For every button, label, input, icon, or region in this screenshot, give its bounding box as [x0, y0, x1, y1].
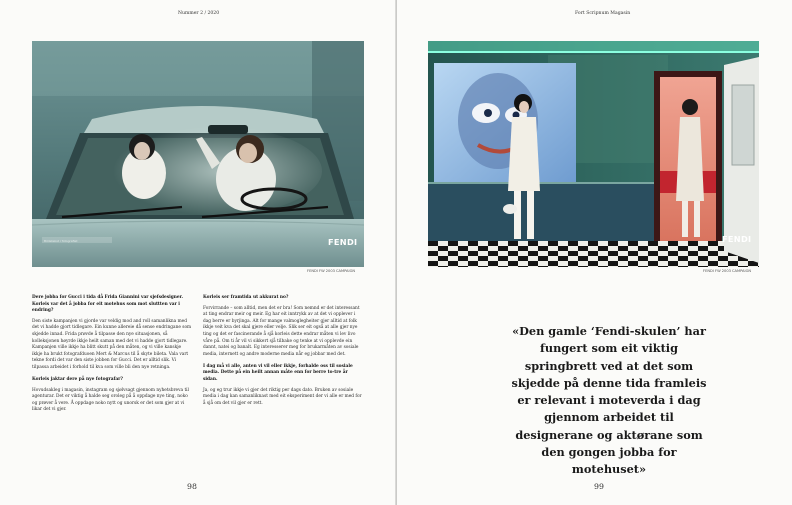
running-head-left: Nummer 2 / 2020 — [178, 11, 220, 16]
photo-credit-right: FENDI FW 2003 CAMPAIGN — [703, 269, 752, 273]
photo-inset-caption: Bildetekst i fotografiet — [44, 239, 78, 243]
left-campaign-photo — [32, 41, 364, 267]
interview-answer: Hovudsakleg i magasin, instagram og sjølvsagt gjennom nyhetsbreva til agenturar. Det er viktig å halde seg oroleg på å oppdage nye ting, noko og prøver å vere. Å oppdage noko nytt og unorsk er det som gjer at vi likar det vi gjer. — [32, 387, 189, 413]
room-scene-illustration — [428, 41, 759, 267]
interview-column-1 — [32, 295, 192, 420]
interview-column-2 — [203, 295, 363, 413]
interview-answer: Forvirrande – som alltid, men det er bra! Som nemnd er det interessant at ting endrar meir og meir. Eg har eit inntrykk av at det vi opplever i dag berre er byrjinga. Alt for mange valmoglegheiter gjer alltid at folk ikkje veit kva det skal gjere eller velje. Slik ser eit også at alle gjer nye ting og det er fascinerande å sjå korleis dette endrar måten vi lev livo våre på. Om ti år vil vi sikkert sjå tilbake og tenke at vi opplevde ein dannt, natei og banalt. Eg interesserer meg for brukarmåten av sosiale media, internett og andre moderne media når eg jobbar med det. — [203, 305, 360, 357]
fendi-logo-left: FENDI — [328, 237, 358, 247]
interview-question: Dere jobba for Gucci i tida då Frida Giannini var sjefsdesigner. Korleis var det å jobba for eit motehus som mot sluttten var i endring? — [32, 295, 184, 314]
fendi-logo-right: FENDI — [722, 234, 752, 244]
running-head-right: Fort Scripnum Magasin — [575, 11, 631, 16]
photo-credit-left: FENDI FW 2003 CAMPAIGN — [307, 269, 356, 273]
right-campaign-photo — [428, 41, 759, 267]
right-page — [397, 0, 792, 505]
interview-question: Korleis jaktar dere på nye fotografar? — [32, 377, 123, 383]
pull-quote: «Den gamle ‘Fendi-skulen’ har fungert som eit viktig springbrett ved at det som skjedde på denne tida framleis er relevant i moteverda i dag gjennom arbeidet til designerane og aktørane som den gongen jobba for motehuset» — [511, 324, 707, 477]
page-number-left: 98 — [187, 482, 197, 491]
car-scene-illustration — [32, 41, 364, 267]
interview-answer: Ja, og eg trur ikkje vi gjer det riktig per dags dato. Bruken av sosiale media i dag kan samanliknast med eit eksperiment der vi alle er med for å sjå om det vil gjer er rett. — [203, 387, 362, 406]
interview-answer: Den siste kampanjen vi gjorde var veldig mod and roll samanlikna med det vi hadde gjort tidlegare. Ein kunne allereie då sense endringane som skjedde innad. Frida prøvde å tilpasse den nye situasjonen, så kolleksjonen høyrde ikkje heilt saman med det vi hadde gjort tidlegare. Kampanjen ville ikkje ha blitt skutt på den måten, og vi ville kanskje ikkje ha brukt fotografduoen Mert & Marcus til å skyte bileta. Vala vart tekne fordi det var den siste jobben for Gucci. Det er alltid slik. Vi tilpassa arbeidet i forhold til kva som ville bli den nye retninga. — [32, 318, 192, 370]
interview-question: I dag må vi alle, anten vi vil eller ikkje, forhalde oss til sosiale media. Dette på ein heilt annan måte enn for berre to-tre år sidan. — [203, 363, 353, 383]
interview-question: Korleis ser framtida ut akkurat no? — [203, 295, 289, 300]
page-number-right: 99 — [594, 482, 604, 491]
